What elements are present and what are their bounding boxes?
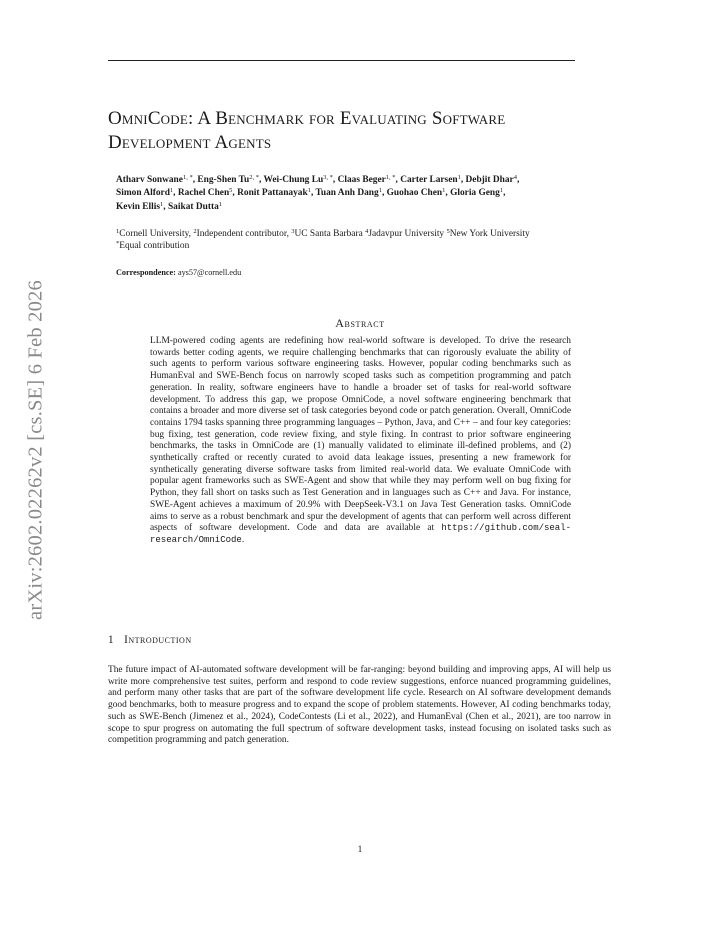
author-separator: , bbox=[460, 175, 466, 185]
author bbox=[116, 175, 197, 185]
author-affiliation-mark: 1 bbox=[457, 174, 461, 181]
page-number: 1 bbox=[357, 845, 363, 855]
abstract-heading: Abstract bbox=[335, 316, 385, 330]
author-name: Wei-Chung Lu bbox=[263, 175, 324, 185]
affiliation-mark: 4 bbox=[365, 228, 369, 235]
abstract-code-link[interactable]: https://github.com/seal-research/OmniCode bbox=[150, 523, 571, 545]
author-name: Simon Alford bbox=[116, 188, 170, 199]
author-list bbox=[116, 174, 636, 214]
author bbox=[168, 202, 222, 212]
affiliation-name: Cornell University, bbox=[119, 229, 194, 239]
affiliation-name: Independent contributor, bbox=[196, 229, 292, 239]
author-separator: , bbox=[445, 188, 451, 199]
affiliations bbox=[116, 228, 646, 253]
author-name: Ronit Pattanayak bbox=[237, 188, 308, 199]
author-separator: , bbox=[173, 188, 178, 199]
correspondence bbox=[116, 268, 241, 277]
title-part-rest: Code: A Benchmark for Evaluating Software bbox=[147, 108, 506, 129]
author bbox=[338, 175, 401, 185]
author-separator: , bbox=[381, 188, 387, 199]
author-separator: , bbox=[310, 188, 316, 199]
affiliation-name: UC Santa Barbara bbox=[294, 229, 366, 239]
author-name: Kevin Ellis bbox=[116, 201, 161, 212]
introduction-paragraph: The future impact of AI-automated software development will be far-ranging: beyond building and improving apps, AI will help us write more comprehensive test suites, perform and respond to code review suggestions, enforce nuanced programming guidelines, and perform many other tasks that are part of the software development life cycle. Research on AI software development demands good benchmarks, both to measure progress and to expand the scope of problem statements. However, AI coding benchmarks today, such as SWE-Bench (Jimenez et al., 2024), CodeContests (Li et al., 2022), and HumanEval (Chen et al., 2021), are too narrow in scope to spur progress on automating the full spectrum of software development tasks, instead focusing on isolated tasks such as competition programming and patch generation. bbox=[108, 665, 611, 746]
affiliation-line bbox=[116, 228, 646, 240]
author bbox=[264, 175, 338, 185]
author-affiliation-mark: 1, * bbox=[182, 174, 193, 181]
equal-text: Equal contribution bbox=[119, 241, 190, 252]
author-separator: , bbox=[192, 175, 198, 185]
author bbox=[387, 188, 450, 198]
author bbox=[237, 188, 315, 198]
paper-title bbox=[108, 107, 628, 155]
author-separator: , bbox=[258, 175, 264, 185]
author-name: Eng-Shen Tu bbox=[197, 175, 250, 185]
correspondence-email[interactable]: ays57@cornell.edu bbox=[175, 268, 242, 277]
author-name: Saikat Dutta bbox=[167, 201, 219, 212]
author-affiliation-mark: 5 bbox=[229, 187, 233, 195]
author-name: Debjit Dhar bbox=[465, 175, 514, 185]
author bbox=[400, 175, 465, 185]
title-line-2: Development Agents bbox=[108, 132, 272, 153]
author-affiliation-mark: 1 bbox=[169, 187, 174, 195]
title-part-omni: Omni bbox=[108, 108, 148, 129]
author-separator: , bbox=[232, 188, 238, 199]
author-name: Gloria Geng bbox=[450, 188, 500, 199]
abstract-body bbox=[150, 336, 571, 547]
abstract-end: . bbox=[241, 534, 245, 545]
author-name: Atharv Sonwane bbox=[116, 175, 183, 185]
author-affiliation-mark: 1 bbox=[218, 200, 223, 208]
author bbox=[116, 188, 178, 198]
affiliation-mark: 2 bbox=[193, 228, 197, 235]
author-affiliation-mark: 1 bbox=[160, 200, 164, 208]
abstract-text: LLM-powered coding agents are redefining how real-world software is developed. To drive the research towards better coding agents, we require challenging benchmarks that can rigorously evaluate the ability of such agents to perform various software engineering tasks. However, popular coding benchmarks such as HumanEval and SWE-Bench focus on narrowly scoped tasks such as competition programming and patch generation. In reality, software engineers have to handle a broader set of tasks for real-world software development. To address this gap, we propose OmniCode, a novel software engineering benchmark that contains a broader and more diverse set of task categories beyond code or patch generation. Overall, OmniCode contains 1794 tasks spanning three programming languages – Python, Java, and C++ – and four key categories: bug fixing, test generation, code review fixing, and style fixing. In contrast to prior software engineering benchmarks, the tasks in OmniCode are (1) manually validated to eliminate ill-defined problems, and (2) synthetically crafted or recently curated to avoid data leakage issues, presenting a new framework for synthetically generating diverse software tasks from limited real-world data. We evaluate OmniCode with popular agent frameworks such as SWE-Agent and show that while they may perform well on bug fixing for Python, they fall short on tasks such as Test Generation and in languages such as C++ and Java. For instance, SWE-Agent achieves a maximum of 20.9% with DeepSeek-V3.1 on Java Test Generation tasks. OmniCode aims to serve as a robust benchmark and spur the development of agents that can perform well across different aspects of software development. Code and data are available at bbox=[150, 336, 571, 534]
header-rule bbox=[108, 60, 575, 61]
author bbox=[178, 188, 237, 198]
author bbox=[116, 202, 168, 212]
author-name: Tuan Anh Dang bbox=[315, 188, 379, 199]
author-separator: , bbox=[516, 175, 520, 185]
section-heading-introduction bbox=[108, 634, 192, 646]
author bbox=[466, 175, 520, 185]
affiliation-mark: 1 bbox=[116, 228, 120, 235]
affiliation-mark: 5 bbox=[446, 228, 450, 235]
author-name: Rachel Chen bbox=[177, 188, 230, 199]
author bbox=[450, 188, 505, 198]
author-separator: , bbox=[332, 175, 338, 185]
author-affiliation-mark: 4 bbox=[513, 174, 517, 181]
author-name: Guohao Chen bbox=[386, 188, 443, 199]
equal-contribution-note bbox=[116, 240, 646, 252]
correspondence-label: Correspondence: bbox=[116, 268, 176, 277]
author-affiliation-mark: 3, * bbox=[323, 174, 333, 181]
affiliation-name: Jadavpur University bbox=[368, 229, 447, 239]
author-affiliation-mark: 1 bbox=[307, 187, 311, 195]
author-separator: , bbox=[163, 201, 168, 212]
affiliation-mark: 3 bbox=[291, 228, 295, 235]
author-separator: , bbox=[395, 175, 401, 185]
author-separator: , bbox=[503, 188, 506, 199]
author-name: Carter Larsen bbox=[400, 175, 458, 185]
section-title: Introduction bbox=[124, 634, 192, 646]
author bbox=[197, 175, 263, 185]
author-affiliation-mark: 2, * bbox=[249, 174, 259, 181]
section-number: 1 bbox=[108, 634, 115, 646]
arxiv-stamp-text[interactable]: arXiv:2602.02262v2 [cs.SE] 6 Feb 2026 bbox=[24, 280, 47, 620]
equal-mark: * bbox=[116, 240, 120, 248]
author bbox=[315, 188, 386, 198]
affiliation-name: New York University bbox=[449, 229, 530, 239]
author-affiliation-mark: 1 bbox=[499, 187, 504, 195]
author-name: Claas Beger bbox=[337, 175, 386, 185]
author-affiliation-mark: 1 bbox=[378, 187, 382, 195]
author-affiliation-mark: 1, * bbox=[385, 174, 396, 181]
author-affiliation-mark: 1 bbox=[442, 187, 446, 195]
